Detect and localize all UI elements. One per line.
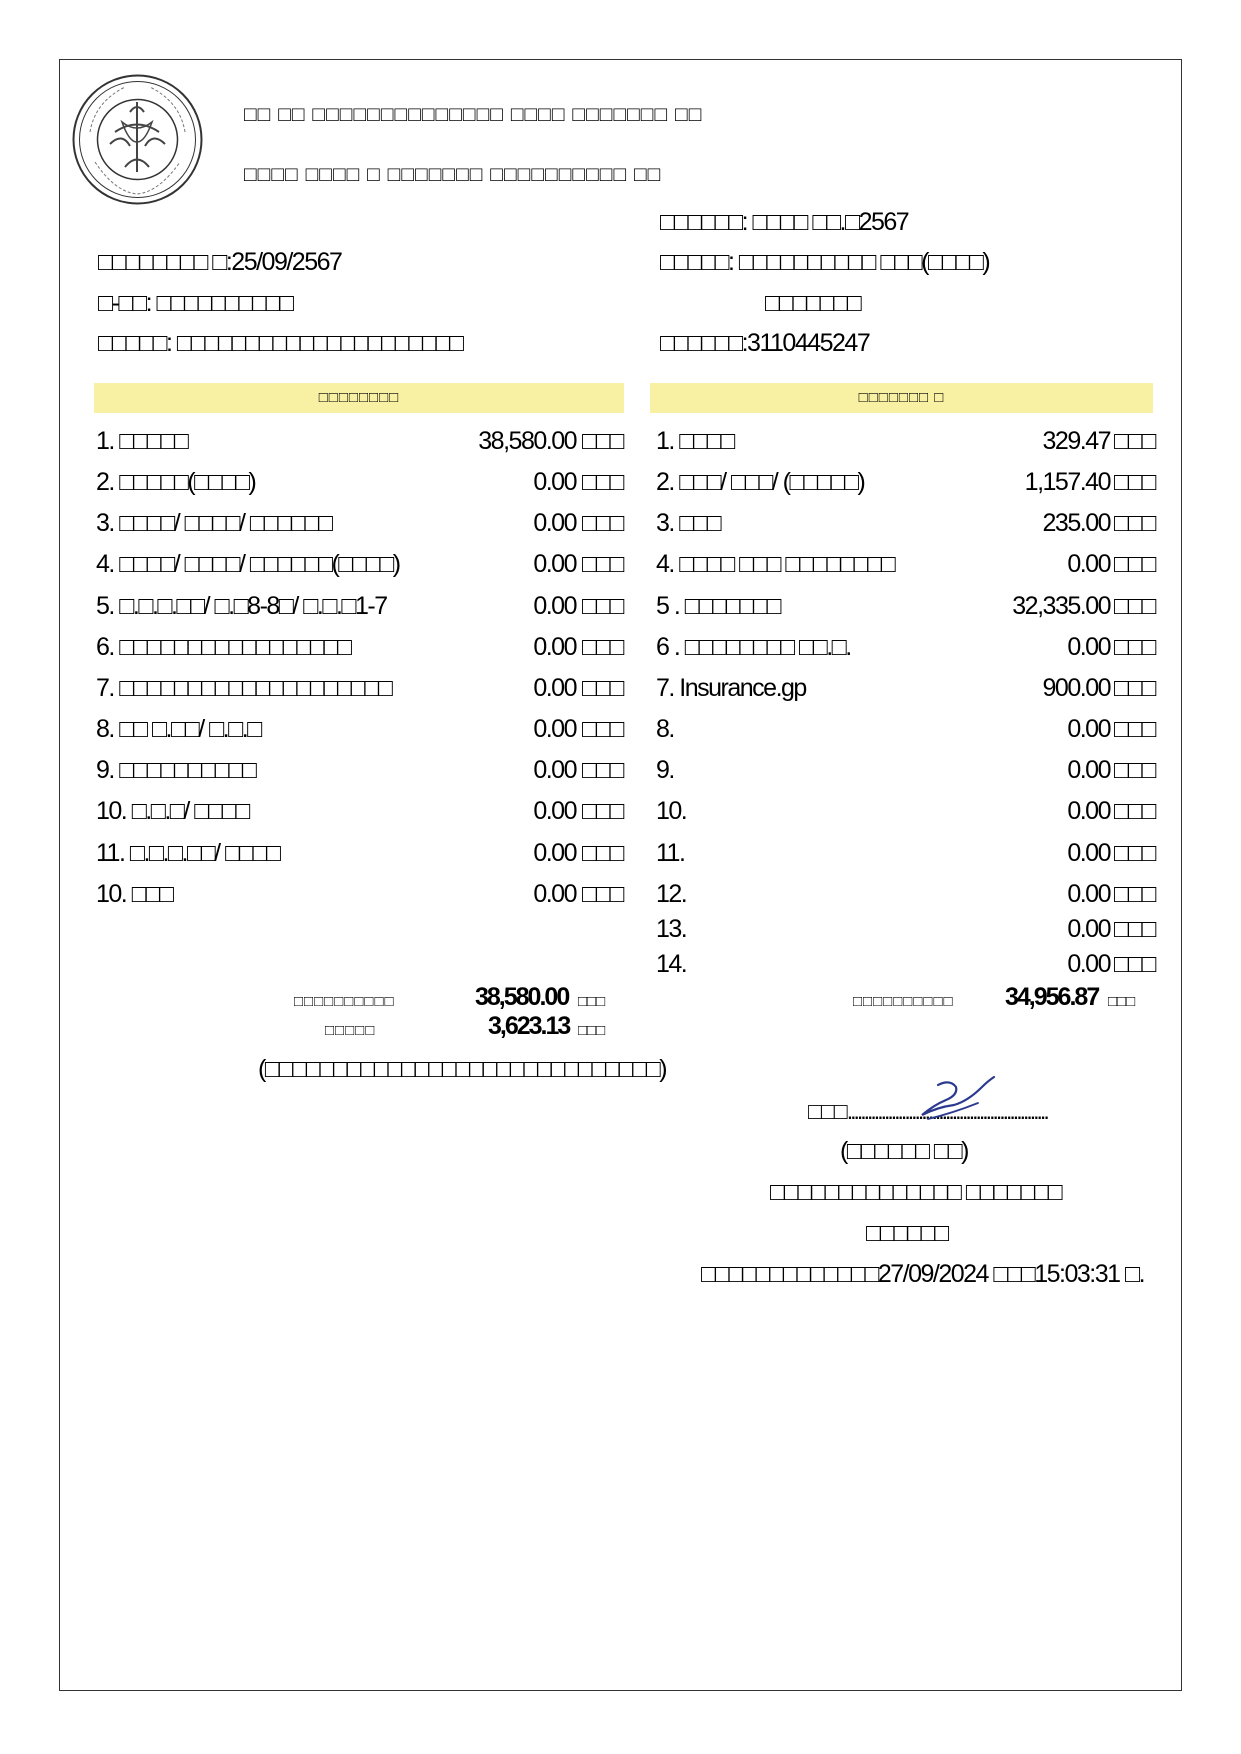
deduction-row-amount: 0.00 — [1067, 797, 1110, 825]
income-row-label: 9. □□□□□□□□□□ — [96, 756, 256, 784]
ministry-seal-icon — [70, 72, 205, 207]
income-row-amount: 0.00 — [533, 797, 576, 825]
bank-value: □□□□□□□□□□ □□□(□□□□) — [738, 248, 990, 276]
income-row-unit: □□□ — [582, 839, 623, 867]
pay-date-value: :25/09/2567 — [225, 248, 342, 276]
deduction-row — [656, 630, 1156, 664]
deduction-row-unit: □□□ — [1114, 674, 1155, 702]
deduction-row-amount: 0.00 — [1067, 950, 1110, 978]
income-row-amount: 0.00 — [533, 674, 576, 702]
income-row-amount: 0.00 — [533, 592, 576, 620]
income-row-amount: 0.00 — [533, 756, 576, 784]
income-row-unit: □□□ — [582, 880, 623, 908]
employee-name-value: □□□□□□□□□□ — [156, 289, 293, 317]
deduction-row-unit: □□□ — [1114, 633, 1155, 661]
deduction-row — [656, 671, 1156, 705]
income-header-band — [94, 383, 624, 413]
deduction-row-unit: □□□ — [1114, 950, 1155, 978]
net-pay-words: (□□□□□□□□□□□□□□□□□□□□□□□□□□□□□) — [258, 1055, 667, 1083]
income-row-amount: 0.00 — [533, 880, 576, 908]
deduction-row — [656, 589, 1156, 623]
deduction-row — [656, 506, 1156, 540]
deduction-row-amount: 900.00 — [1042, 674, 1110, 702]
account-number-label: □□□□□□ — [660, 329, 742, 357]
deduction-row-amount: 0.00 — [1067, 550, 1110, 578]
pay-period — [660, 208, 908, 237]
account-number — [660, 329, 869, 358]
income-row-amount: 0.00 — [533, 509, 576, 537]
deduction-row — [656, 547, 1156, 581]
deduction-row-amount: 329.47 — [1042, 427, 1110, 455]
bank — [660, 248, 989, 277]
pay-period-value: □□□□ □□.□2567 — [752, 208, 909, 236]
income-row-unit: □□□ — [582, 509, 623, 537]
income-row — [96, 794, 626, 828]
deductions-header-band — [650, 383, 1153, 413]
income-row-amount: 0.00 — [533, 715, 576, 743]
signature-label: □□□ — [808, 1098, 847, 1124]
employee-position-value: □□□□□□□□□□□□□□□□□□□□□ — [176, 329, 463, 357]
income-row-amount: 0.00 — [533, 633, 576, 661]
deduction-row-label: 13. — [656, 915, 687, 943]
income-row-label: 6. □□□□□□□□□□□□□□□□□ — [96, 633, 351, 661]
deduction-row-unit: □□□ — [1114, 915, 1155, 943]
income-row — [96, 877, 626, 911]
deduction-row-unit: □□□ — [1114, 427, 1155, 455]
income-row-unit: □□□ — [582, 468, 623, 496]
printed-timestamp — [701, 1260, 1144, 1289]
signer-organization: □□□□□□ — [866, 1219, 948, 1247]
deduction-row — [656, 424, 1156, 458]
deduction-row-unit: □□□ — [1114, 592, 1155, 620]
signer-name: (□□□□□□ □□) — [840, 1137, 968, 1165]
deduction-row — [656, 712, 1156, 746]
income-row-unit: □□□ — [582, 797, 623, 825]
income-row-amount: 0.00 — [533, 468, 576, 496]
deduction-row-unit: □□□ — [1114, 880, 1155, 908]
deduction-row-amount: 235.00 — [1042, 509, 1110, 537]
deduction-row-amount: 0.00 — [1067, 633, 1110, 661]
income-row — [96, 589, 626, 623]
deduction-row-unit: □□□ — [1114, 550, 1155, 578]
income-row — [96, 465, 626, 499]
printed-time: 15:03:31 — [1034, 1260, 1120, 1288]
deduction-row-label: 12. — [656, 880, 687, 908]
deduction-row — [656, 794, 1156, 828]
deduction-row-amount: 0.00 — [1067, 915, 1110, 943]
deduction-row-label: 5 . □□□□□□□ — [656, 592, 780, 620]
income-row-label: 4. □□□□/ □□□□/ □□□□□□(□□□□) — [96, 550, 400, 578]
printed-date: 27/09/2024 — [877, 1260, 988, 1288]
deduction-row-unit: □□□ — [1114, 797, 1155, 825]
net-pay-value: 3,623.13 — [488, 1012, 570, 1040]
deduction-row-label: 1. □□□□ — [656, 427, 734, 455]
deduction-row-amount: 1,157.40 — [1024, 468, 1110, 496]
pay-date — [98, 248, 341, 277]
deduction-row — [656, 465, 1156, 499]
deduction-row-label: 10. — [656, 797, 687, 825]
employee-name — [98, 289, 293, 318]
income-row-label: 7. □□□□□□□□□□□□□□□□□□□□ — [96, 674, 392, 702]
income-row-unit: □□□ — [582, 674, 623, 702]
income-row-label: 10. □.□.□/ □□□□ — [96, 797, 249, 825]
income-row-label: 10. □□□ — [96, 880, 173, 908]
income-row-unit: □□□ — [582, 756, 623, 784]
pay-period-label: □□□□□□: — [660, 208, 748, 236]
income-row — [96, 547, 626, 581]
income-row-label: 1. □□□□□ — [96, 427, 188, 455]
handwritten-signature-icon — [908, 1075, 1018, 1125]
employee-position — [98, 329, 463, 358]
income-row-amount: 38,580.00 — [478, 427, 576, 455]
deduction-row-label: 11. — [656, 839, 685, 867]
printed-time-label: □□□ — [993, 1260, 1035, 1288]
deduction-row-amount: 0.00 — [1067, 839, 1110, 867]
income-row — [96, 753, 626, 787]
deduction-row-unit: □□□ — [1114, 715, 1155, 743]
income-row-unit: □□□ — [582, 715, 623, 743]
deduction-row-amount: 0.00 — [1067, 756, 1110, 784]
income-row-label: 8. □□ □.□□/ □.□.□ — [96, 715, 261, 743]
deduction-row — [656, 912, 1156, 946]
deduction-row-label: 2. □□□/ □□□/ (□□□□□) — [656, 468, 865, 496]
deduction-row-amount: 0.00 — [1067, 880, 1110, 908]
deduction-row-label: 4. □□□□ □□□ □□□□□□□□ — [656, 550, 895, 578]
income-row-unit: □□□ — [582, 427, 623, 455]
pay-date-label: □□□□□□□□ □ — [98, 248, 226, 276]
deductions-total-unit: □□□ — [1108, 993, 1136, 1010]
deduction-row-amount: 0.00 — [1067, 715, 1110, 743]
deduction-row — [656, 947, 1156, 981]
income-row-amount: 0.00 — [533, 550, 576, 578]
income-row — [96, 424, 626, 458]
income-row-amount: 0.00 — [533, 839, 576, 867]
printed-label: □□□□□□□□□□□□□ — [701, 1260, 878, 1288]
bank-label: □□□□□: — [660, 248, 734, 276]
income-row — [96, 836, 626, 870]
deductions-header-title: □□□□□□□ □ — [858, 389, 945, 406]
bank-branch: □□□□□□□ — [765, 289, 861, 317]
income-row-label: 5. □.□.□.□□/ □.□8-8□/ □.□.□1-7 — [96, 592, 387, 620]
deduction-row-unit: □□□ — [1114, 756, 1155, 784]
signature-dots: ........................................................... — [846, 1098, 1047, 1124]
deductions-total-label: □□□□□□□□□□ — [853, 993, 954, 1010]
income-row — [96, 506, 626, 540]
income-total-unit: □□□ — [578, 993, 606, 1010]
income-row — [96, 671, 626, 705]
income-row-label: 3. □□□□/ □□□□/ □□□□□□ — [96, 509, 332, 537]
deduction-row-unit: □□□ — [1114, 468, 1155, 496]
deduction-row-label: 3. □□□ — [656, 509, 721, 537]
income-total-value: 38,580.00 — [475, 983, 569, 1011]
employee-position-label: □□□□□: — [98, 329, 172, 357]
income-header-title: □□□□□□□□ — [318, 389, 400, 406]
net-pay-unit: □□□ — [578, 1022, 606, 1039]
deductions-total-value: 34,956.87 — [1005, 983, 1099, 1011]
income-row-unit: □□□ — [582, 592, 623, 620]
header-title-line2: □□□□ □□□□ □ □□□□□□□ □□□□□□□□□□ □□ — [244, 163, 662, 186]
header-title-line1: □□ □□ □□□□□□□□□□□□□□ □□□□ □□□□□□□ □□ — [244, 103, 703, 126]
employee-name-label: □-□□: — [98, 289, 152, 317]
income-row-unit: □□□ — [582, 550, 623, 578]
account-number-value: :3110445247 — [741, 329, 870, 357]
deduction-row-label: 6 . □□□□□□□□ □□.□. — [656, 633, 851, 661]
income-row-unit: □□□ — [582, 633, 623, 661]
deduction-row-label: 8. — [656, 715, 674, 743]
printed-time-suffix: □. — [1124, 1260, 1145, 1288]
income-row-label: 2. □□□□□(□□□□) — [96, 468, 256, 496]
deduction-row-amount: 32,335.00 — [1012, 592, 1110, 620]
income-row — [96, 712, 626, 746]
income-row — [96, 630, 626, 664]
income-row-label: 11. □.□.□.□□/ □□□□ — [96, 839, 280, 867]
deduction-row-label: 7. Insurance.gp — [656, 674, 806, 702]
deduction-row — [656, 836, 1156, 870]
deduction-row-label: 14. — [656, 950, 687, 978]
deduction-row — [656, 753, 1156, 787]
deduction-row-label: 9. — [656, 756, 674, 784]
signer-position: □□□□□□□□□□□□□□ □□□□□□□ — [770, 1178, 1062, 1206]
income-total-label: □□□□□□□□□□ — [294, 993, 395, 1010]
deduction-row — [656, 877, 1156, 911]
deduction-row-unit: □□□ — [1114, 839, 1155, 867]
net-pay-label: □□□□□ — [325, 1022, 376, 1039]
deduction-row-unit: □□□ — [1114, 509, 1155, 537]
